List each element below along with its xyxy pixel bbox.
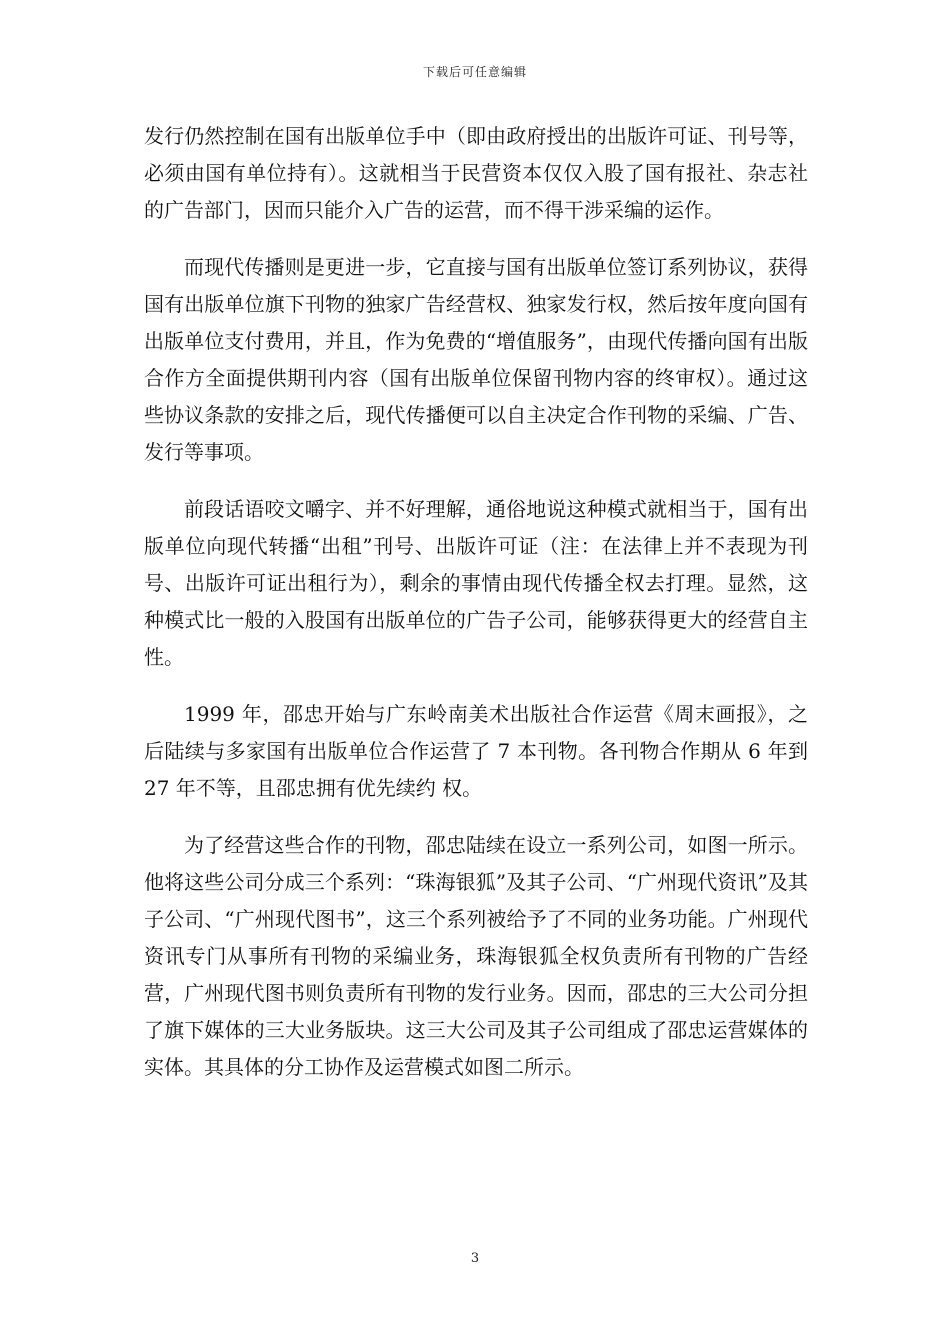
paragraph-continued: 发行仍然控制在国有出版单位手中（即由政府授出的出版许可证、刊号等，必须由国有单位持有）。这就相当于民营资本仅仅入股了国有报社、杂志社的广告部门，因而只能介入广告的运营，而不得干涉采编的运作。 — [144, 124, 808, 222]
document-body — [144, 118, 808, 1106]
page-number: 3 — [470, 1251, 480, 1266]
paragraph-1999-history: 1999 年，邵忠开始与广东岭南美术出版社合作运营《周末画报》，之后陆续与多家国有出版单位合作运营了 7 本刊物。各刊物合作期从 6 年到 27 年不等，且邵忠拥有优先续约 权。 — [144, 702, 808, 800]
paragraph-plain-explanation: 前段话语咬文嚼字、并不好理解，通俗地说这种模式就相当于，国有出版单位向现代转播“出租”刊号、出版许可证（注：在法律上并不表现为刊号、出版许可证出租行为），剩余的事情由现代传播全权去打理。显然，这种模式比一般的入股国有出版单位的广告子公司，能够获得更大的经营自主性。 — [144, 497, 808, 669]
paragraph-modern-media-model: 而现代传播则是更进一步，它直接与国有出版单位签订系列协议，获得国有出版单位旗下刊物的独家广告经营权、独家发行权，然后按年度向国有出版单位支付费用，并且，作为免费的“增值服务”，由现代传播向国有出版合作方全面提供期刊内容（国有出版单位保留刊物内容的终审权）。通过这些协议条款的安排之后，现代传播便可以自主决定合作刊物的采编、广告、发行等事项。 — [144, 255, 808, 464]
paragraph-company-structure: 为了经营这些合作的刊物，邵忠陆续在设立一系列公司，如图一所示。他将这些公司分成三个系列：“珠海银狐”及其子公司、“广州现代资讯”及其子公司、“广州现代图书”，这三个系列被给予了不同的业务功能。广州现代资讯专门从事所有刊物的采编业务，珠海银狐全权负责所有刊物的广告经营，广州现代图书则负责所有刊物的发行业务。因而，邵忠的三大公司分担了旗下媒体的三大业务版块。这三大公司及其子公司组成了邵忠运营媒体的实体。其具体的分工协作及运营模式如图二所示。 — [144, 833, 808, 1079]
page-header: 下载后可任意编辑 — [422, 65, 527, 79]
